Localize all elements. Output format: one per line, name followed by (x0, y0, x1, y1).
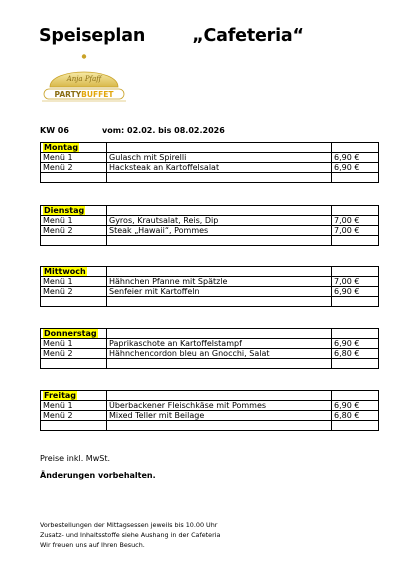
table-cell (41, 206, 107, 216)
day-name: Dienstag (44, 206, 85, 215)
footer-line: Zusatz- und Inhaltsstoffe siehe Aushang in der Cafeteria (40, 531, 221, 539)
menu-price: 7,00 € (332, 277, 379, 287)
table-row (41, 349, 379, 359)
menu-label: Menü 2 (41, 349, 107, 359)
menu-label: Menü 1 (41, 277, 107, 287)
day-name: Donnerstag (44, 329, 97, 338)
table-row (41, 226, 379, 236)
day-table-wednesday (40, 266, 379, 307)
menu-price: 6,80 € (332, 349, 379, 359)
table-cell (332, 173, 379, 183)
menu-price: 6,90 € (332, 287, 379, 297)
footer-line: Vorbestellungen der Mittagsessen jeweils bis 10.00 Uhr (40, 521, 218, 529)
table-cell (107, 173, 332, 183)
table-cell (107, 206, 332, 216)
menu-dish: Überbackener Fleischkäse mit Pommes (107, 401, 332, 411)
menu-label: Menü 1 (41, 216, 107, 226)
week-range: vom: 02.02. bis 08.02.2026 (102, 126, 225, 135)
menu-price: 6,80 € (332, 411, 379, 421)
menu-label: Menü 2 (41, 287, 107, 297)
svg-text:PARTYBUFFET (55, 90, 115, 99)
table-cell (41, 359, 107, 369)
table-row (41, 277, 379, 287)
menu-price: 6,90 € (332, 339, 379, 349)
table-row (41, 153, 379, 163)
footer-line: Wir freuen uns auf Ihren Besuch. (40, 541, 145, 549)
table-cell (41, 421, 107, 431)
logo-buffet: BUFFET (81, 90, 114, 99)
table-cell (332, 206, 379, 216)
changes-note: Änderungen vorbehalten. (40, 471, 156, 480)
table-cell (41, 391, 107, 401)
day-table-thursday (40, 328, 379, 369)
logo-party: PARTY (54, 90, 82, 99)
table-cell (107, 143, 332, 153)
table-cell (41, 236, 107, 246)
menu-price: 6,90 € (332, 153, 379, 163)
prices-note: Preise inkl. MwSt. (40, 454, 111, 463)
week-number: KW 06 (40, 126, 69, 135)
menu-dish: Hähnchen Pfanne mit Spätzle (107, 277, 332, 287)
menu-dish: Paprikaschote an Kartoffelstampf (107, 339, 332, 349)
day-name: Montag (44, 143, 79, 152)
menu-price: 6,90 € (332, 163, 379, 173)
menu-dish: Steak „Hawaii“, Pommes (107, 226, 332, 236)
menu-dish: Hähnchencordon bleu an Gnocchi, Salat (107, 349, 332, 359)
week-line (40, 126, 225, 135)
table-cell (332, 391, 379, 401)
day-table-monday (40, 142, 379, 183)
table-cell (332, 267, 379, 277)
table-cell (107, 421, 332, 431)
table-row (41, 339, 379, 349)
table-row (41, 411, 379, 421)
menu-dish: Gulasch mit Spirelli (107, 153, 332, 163)
menu-label: Menü 2 (41, 163, 107, 173)
table-cell (107, 297, 332, 307)
table-cell (41, 267, 107, 277)
table-cell (107, 267, 332, 277)
table-cell (41, 329, 107, 339)
menu-label: Menü 1 (41, 401, 107, 411)
table-row (41, 163, 379, 173)
footer-notes (40, 520, 220, 550)
menu-label: Menü 1 (41, 339, 107, 349)
menu-dish: Gyros, Krautsalat, Reis, Dip (107, 216, 332, 226)
menu-dish: Senfeier mit Kartoffeln (107, 287, 332, 297)
table-row (41, 287, 379, 297)
table-cell (107, 391, 332, 401)
page-title: Speiseplan „Cafeteria“ (39, 26, 304, 46)
day-table-friday (40, 390, 379, 431)
table-row (41, 401, 379, 411)
table-cell (41, 143, 107, 153)
menu-dish: Mixed Teller mit Beilage (107, 411, 332, 421)
table-cell (41, 173, 107, 183)
table-cell (332, 236, 379, 246)
table-cell (107, 329, 332, 339)
menu-label: Menü 2 (41, 226, 107, 236)
table-cell (332, 329, 379, 339)
menu-price: 7,00 € (332, 226, 379, 236)
day-table-tuesday (40, 205, 379, 246)
table-cell (107, 236, 332, 246)
table-cell (41, 297, 107, 307)
table-row (41, 216, 379, 226)
menu-label: Menü 2 (41, 411, 107, 421)
table-cell (107, 359, 332, 369)
menu-price: 7,00 € (332, 216, 379, 226)
table-cell (332, 421, 379, 431)
menu-price: 6,90 € (332, 401, 379, 411)
day-name: Freitag (44, 391, 77, 400)
table-cell (332, 143, 379, 153)
party-buffet-logo (38, 53, 130, 105)
menu-dish: Hacksteak an Kartoffelsalat (107, 163, 332, 173)
day-name: Mittwoch (44, 267, 86, 276)
menu-label: Menü 1 (41, 153, 107, 163)
logo-script: Anja Pfaff (66, 75, 102, 83)
table-cell (332, 359, 379, 369)
table-cell (332, 297, 379, 307)
